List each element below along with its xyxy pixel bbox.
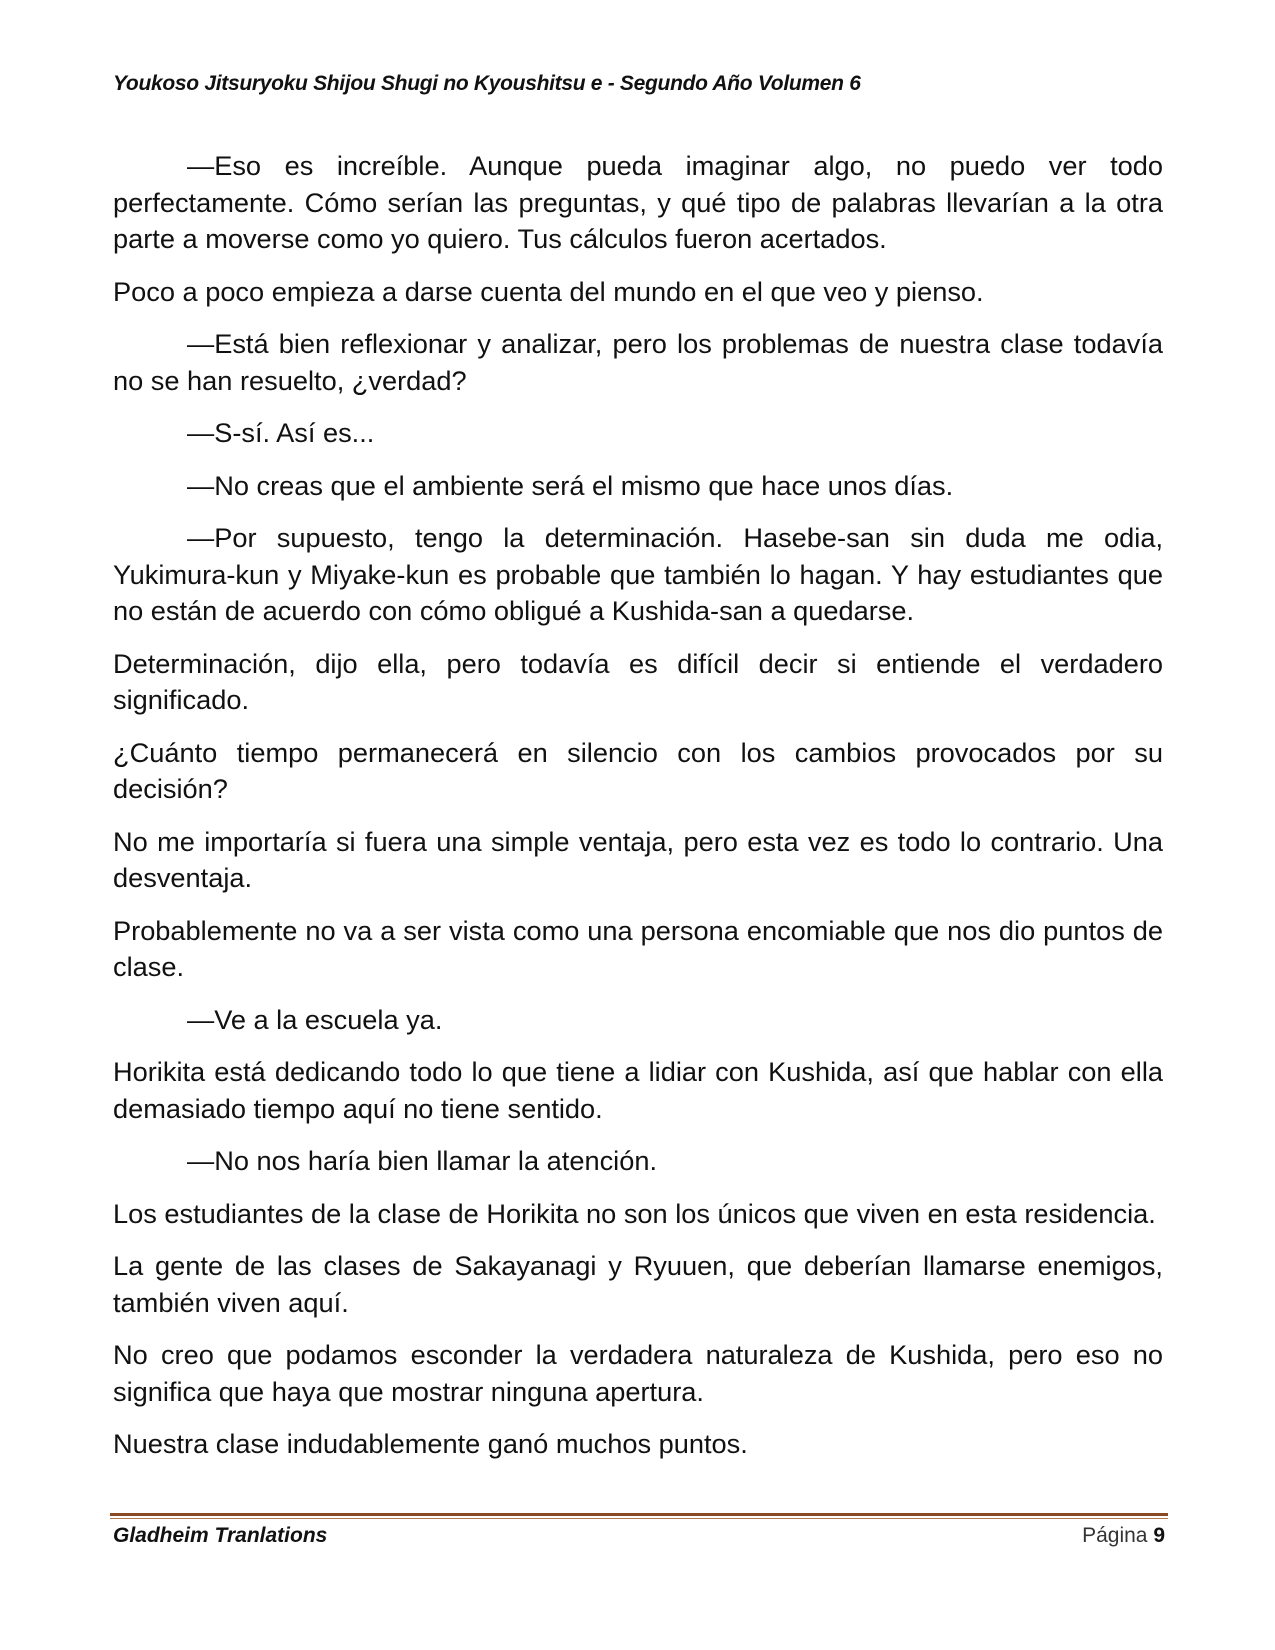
page-label: Página <box>1082 1524 1148 1547</box>
narration-paragraph: Determinación, dijo ella, pero todavía es difícil decir si entiende el verdadero significado. <box>113 647 1163 715</box>
footer-divider-thin <box>110 1518 1168 1519</box>
footer-page-indicator <box>1082 1524 1165 1548</box>
dialogue-paragraph: —Está bien reflexionar y analizar, pero los problemas de nuestra clase todavía no se han resuelto, ¿verdad? <box>113 328 1163 396</box>
body-text <box>113 148 1163 1479</box>
narration-paragraph: No creo que podamos esconder la verdadera naturaleza de Kushida, pero eso no significa que haya que mostrar ninguna apertura. <box>113 1339 1163 1407</box>
footer-translator: Gladheim Tranlations <box>113 1524 328 1547</box>
dialogue-paragraph: —No nos haría bien llamar la atención. <box>187 1145 657 1176</box>
narration-paragraph: ¿Cuánto tiempo permanecerá en silencio con los cambios provocados por su decisión? <box>113 736 1163 804</box>
dialogue-paragraph: —Por supuesto, tengo la determinación. Hasebe-san sin duda me odia, Yukimura-kun y Miyake-kun es probable que también lo hagan. Y hay estudiantes que no están de acuerdo con cómo obligué a Kushida-san a quedarse. <box>113 522 1163 626</box>
page-number: 9 <box>1153 1524 1165 1547</box>
narration-paragraph: Horikita está dedicando todo lo que tiene a lidiar con Kushida, así que hablar con ella demasiado tiempo aquí no tiene sentido. <box>113 1056 1163 1124</box>
narration-paragraph: No me importaría si fuera una simple ventaja, pero esta vez es todo lo contrario. Una desventaja. <box>113 825 1163 893</box>
dialogue-paragraph: —No creas que el ambiente será el mismo que hace unos días. <box>187 469 954 501</box>
dialogue-paragraph: —S-sí. Así es... <box>187 417 375 448</box>
footer-divider-thick <box>110 1513 1168 1516</box>
dialogue-paragraph: —Ve a la escuela ya. <box>187 1003 443 1035</box>
narration-paragraph: Los estudiantes de la clase de Horikita no son los únicos que viven en esta residencia. <box>113 1197 1156 1229</box>
page-header-title: Youkoso Jitsuryoku Shijou Shugi no Kyoushitsu e - Segundo Año Volumen 6 <box>113 72 861 95</box>
narration-paragraph: Probablemente no va a ser vista como una persona encomiable que nos dio puntos de clase. <box>113 914 1163 982</box>
narration-paragraph: Nuestra clase indudablemente ganó muchos puntos. <box>113 1428 748 1459</box>
dialogue-paragraph: —Eso es increíble. Aunque pueda imaginar algo, no puedo ver todo perfectamente. Cómo serían las preguntas, y qué tipo de palabras llevarían a la otra parte a moverse como yo quiero. Tus cálculos fueron acertados. <box>113 150 1163 254</box>
narration-paragraph: La gente de las clases de Sakayanagi y Ryuuen, que deberían llamarse enemigos, también viven aquí. <box>113 1250 1163 1318</box>
narration-paragraph: Poco a poco empieza a darse cuenta del mundo en el que veo y pienso. <box>113 275 984 307</box>
footer-divider <box>110 1513 1168 1519</box>
